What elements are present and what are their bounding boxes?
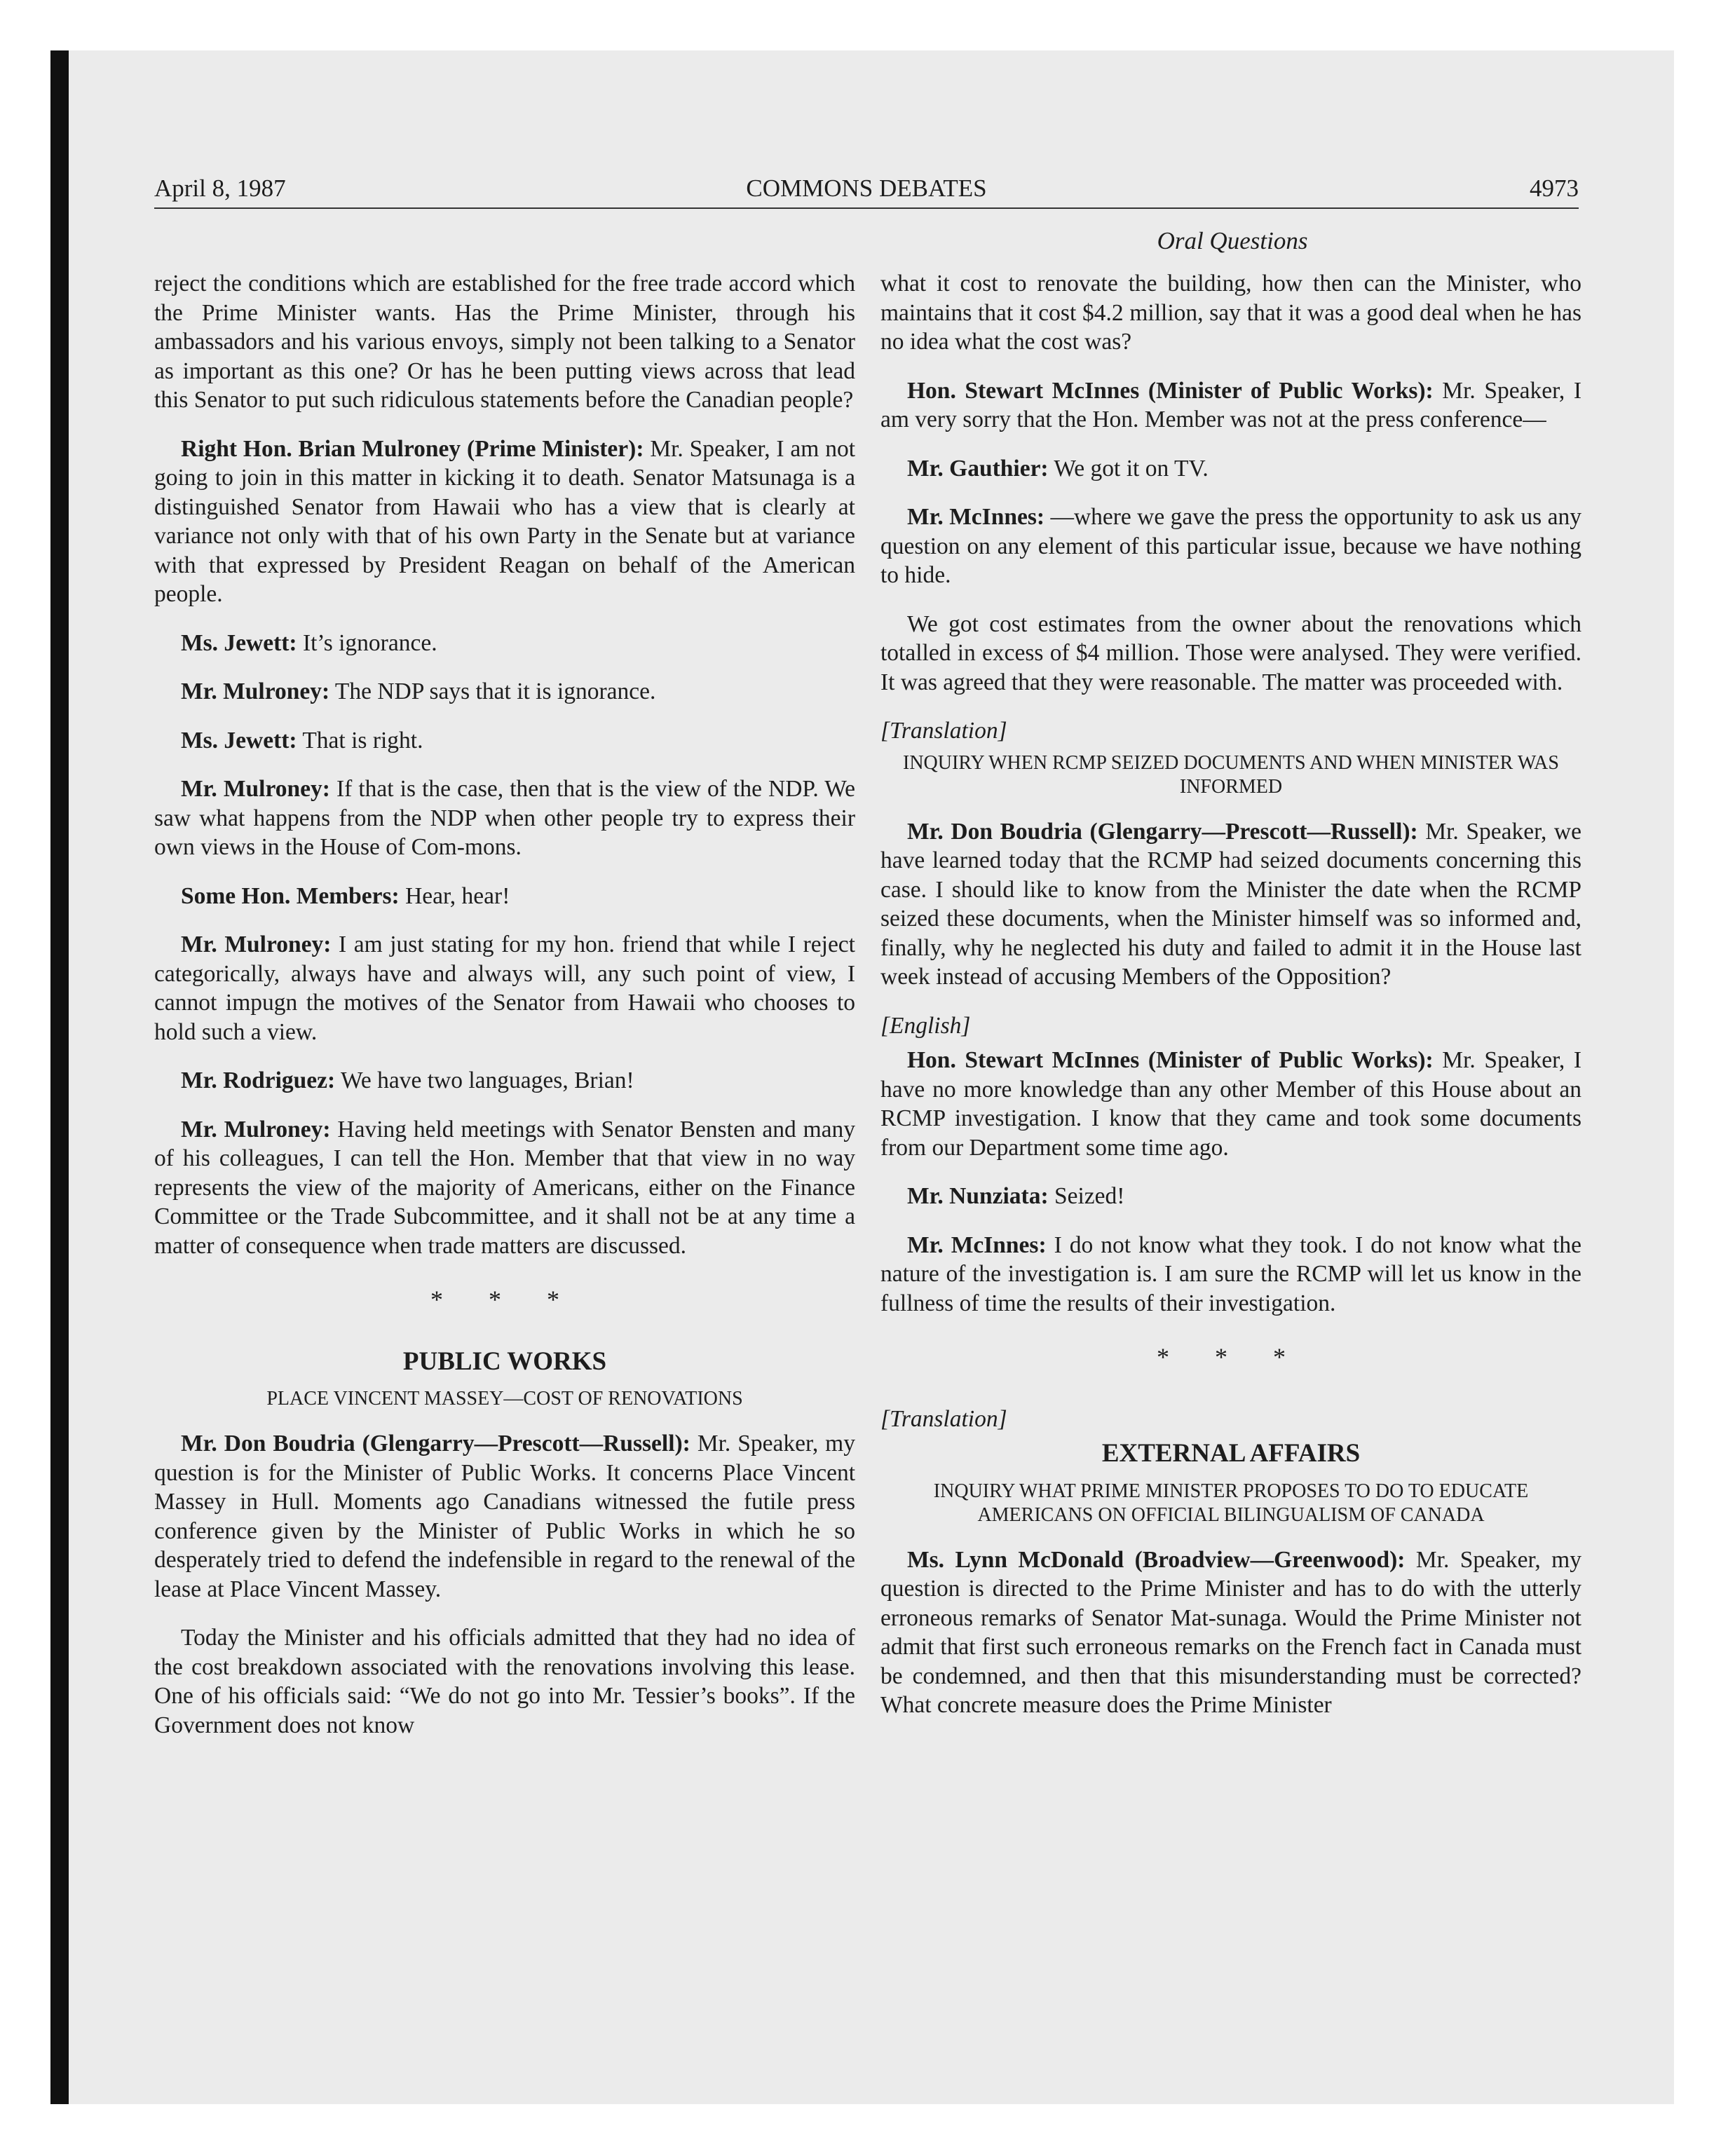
scan-border xyxy=(50,50,69,2104)
speaker-name: Mr. Mulroney: xyxy=(181,776,330,802)
section-subtitle: INQUIRY WHAT PRIME MINISTER PROPOSES TO DO TO EDUCATE AMERICANS ON OFFICIAL BILINGUALISM OF CANADA xyxy=(933,1480,1529,1526)
translation-note: [Translation] xyxy=(880,1405,1007,1432)
speech-text: If that is the case, then that is the view of the NDP. We saw what happens from the NDP when other people try to express their own views in the House of Com-mons. xyxy=(154,776,856,860)
section-running-head: Oral Questions xyxy=(1157,227,1308,254)
section-separator: * * * xyxy=(430,1285,579,1314)
paragraph xyxy=(880,1231,1581,1318)
header-publication: COMMONS DEBATES xyxy=(746,175,987,202)
speaker-name: Hon. Stewart McInnes (Minister of Public Works): xyxy=(907,377,1434,404)
paragraph xyxy=(154,629,855,658)
speaker-name: Mr. Nunziata: xyxy=(907,1183,1049,1209)
speech-text: That is right. xyxy=(297,727,423,753)
translation-note: [Translation] xyxy=(880,718,1007,744)
speaker-name: Mr. Rodriguez: xyxy=(181,1067,336,1093)
paragraph xyxy=(880,503,1581,590)
speaker-name: Some Hon. Members: xyxy=(181,882,400,909)
paragraph xyxy=(154,882,855,911)
speaker-name: Mr. Gauthier: xyxy=(907,455,1049,482)
paragraph xyxy=(880,454,1581,484)
section-subtitle: PLACE VINCENT MASSEY—COST OF RENOVATIONS xyxy=(266,1388,743,1410)
paragraph xyxy=(880,817,1581,992)
paragraph: Today the Minister and his officials admitted that they had no idea of the cost breakdown associated with the renovations involving this lease. One of his officials said: “We do not go into Mr. Tessier’s books”. If the Government does not know xyxy=(154,1625,855,1738)
speaker-name: Mr. Don Boudria (Glengarry—Prescott—Russell): xyxy=(181,1431,690,1456)
paragraph xyxy=(880,1546,1581,1720)
speech-text: Mr. Speaker, we have learned today that the RCMP had seized documents concerning this case. I should like to know from the Minister the date when the RCMP seized these documents, when the Minister himself was so informed and, finally, why he neglected his duty and failed to admit it in the House last week instead of accusing Members of the Opposition? xyxy=(880,818,1581,990)
paragraph: We got cost estimates from the owner about the renovations which totalled in excess of $4 million. Those were analysed. They were verified. It was agreed that they were reasonable. The matter was proceeded with. xyxy=(880,610,1581,695)
paragraph xyxy=(880,1046,1581,1162)
paragraph xyxy=(154,1429,855,1604)
speech-text: We got it on TV. xyxy=(1048,455,1209,482)
section-title: PUBLIC WORKS xyxy=(402,1346,607,1376)
paragraph xyxy=(880,376,1581,435)
language-note: [English] xyxy=(880,1012,971,1039)
speech-text: Mr. Speaker, I am very sorry that the Hon. Member was not at the press conference— xyxy=(880,377,1581,432)
speech-text: Mr. Speaker, I have no more knowledge than any other Member of this House about an RCMP investigation. I know that they came and took some documents from our Department some time ago. xyxy=(880,1047,1581,1161)
speaker-name: Ms. Jewett: xyxy=(181,629,297,656)
header-page-number: 4973 xyxy=(1530,175,1579,202)
section-title: EXTERNAL AFFAIRS xyxy=(1101,1439,1361,1468)
header-date: April 8, 1987 xyxy=(154,175,286,202)
speech-text: —where we gave the press the opportunity to ask us any question on any element of this particular issue, because we have nothing to hide. xyxy=(880,504,1581,588)
speech-text: I am just stating for my hon. friend that while I reject categorically, always have and always will, any such point of view, I cannot impugn the motives of the Senator from Hawaii who chooses to hold such a view. xyxy=(154,932,855,1045)
paragraph: reject the conditions which are established for the free trade accord which the Prime Minister wants. Has the Prime Minister, through his ambassadors and his various envoys, simply not been talking to a Senator as important as this one? Or has he been putting views across that lead this Senator to put such ridiculous statements before the Canadian people? xyxy=(154,271,855,413)
paragraph xyxy=(880,1182,1581,1211)
paragraph: what it cost to renovate the building, how then can the Minister, who maintains that it cost $4.2 million, say that it was a good deal when he has no idea what the cost was? xyxy=(880,271,1581,355)
section-subtitle: INQUIRY WHEN RCMP SEIZED DOCUMENTS AND WHEN MINISTER WAS INFORMED xyxy=(903,751,1559,798)
paragraph xyxy=(154,1066,855,1096)
left-column xyxy=(154,269,855,1759)
speaker-name: Right Hon. Brian Mulroney (Prime Minister): xyxy=(181,435,644,462)
speaker-name: Hon. Stewart McInnes (Minister of Public Works): xyxy=(907,1047,1434,1073)
speech-text: I do not know what they took. I do not know what the nature of the investigation is. I am sure the RCMP will let us know in the fullness of time the results of their investigation. xyxy=(880,1231,1581,1316)
paragraph xyxy=(154,930,855,1046)
right-column xyxy=(880,269,1581,1740)
speaker-name: Ms. Jewett: xyxy=(181,727,297,753)
speaker-name: Mr. Mulroney: xyxy=(181,1116,331,1142)
speaker-name: Mr. McInnes: xyxy=(907,1231,1047,1258)
paragraph xyxy=(154,677,855,707)
speech-text: Seized! xyxy=(1048,1183,1125,1209)
page-header xyxy=(154,172,1579,209)
speech-text: Mr. Speaker, my question is for the Minister of Public Works. It concerns Place Vincent Massey in Hull. Moments ago Canadians witnessed the futile press conference given by the Minister of Public Works in which he so desperately tried to defend the indefensible in regard to the renewal of the lease at Place Vincent Massey. xyxy=(154,1431,855,1602)
paragraph xyxy=(154,775,855,862)
speaker-name: Mr. Mulroney: xyxy=(181,678,330,704)
speech-text: It’s ignorance. xyxy=(297,629,437,656)
section-separator: * * * xyxy=(1157,1343,1305,1371)
speech-text: Having held meetings with Senator Bensten and many of his colleagues, I can tell the Hon. Member that that view in no way represents the view of the majority of Americans, either on the Finance Committee or the Trade Subcommittee, and it shall not be at any time a matter of consequence when trade matters are discussed. xyxy=(154,1116,856,1259)
speaker-name: Ms. Lynn McDonald (Broadview—Greenwood): xyxy=(907,1546,1406,1573)
speech-text: We have two languages, Brian! xyxy=(335,1067,634,1093)
speaker-name: Mr. Mulroney: xyxy=(181,932,332,957)
speech-text: Hear, hear! xyxy=(399,882,510,909)
speaker-name: Mr. McInnes: xyxy=(907,504,1045,530)
paragraph xyxy=(154,726,855,756)
speech-text: The NDP says that it is ignorance. xyxy=(329,678,656,704)
speaker-name: Mr. Don Boudria (Glengarry—Prescott—Russell): xyxy=(907,818,1418,845)
paragraph xyxy=(154,1115,855,1261)
paragraph xyxy=(154,435,855,609)
speech-text: Mr. Speaker, my question is directed to the Prime Minister and has to do with the utterly erroneous remarks of Senator Mat-sunaga. Would the Prime Minister not admit that first such erroneous remarks on the French fact in Canada must be condemned, and then that this misunderstanding must be corrected? What concrete measure does the Prime Minister xyxy=(880,1546,1581,1718)
speech-text: Mr. Speaker, I am not going to join in this matter in kicking it to death. Senator Matsunaga is a distinguished Senator from Hawaii who has a view that is clearly at variance not only with that of his own Party in the Senate but at variance with that expressed by President Reagan on behalf of the American people. xyxy=(154,435,855,607)
